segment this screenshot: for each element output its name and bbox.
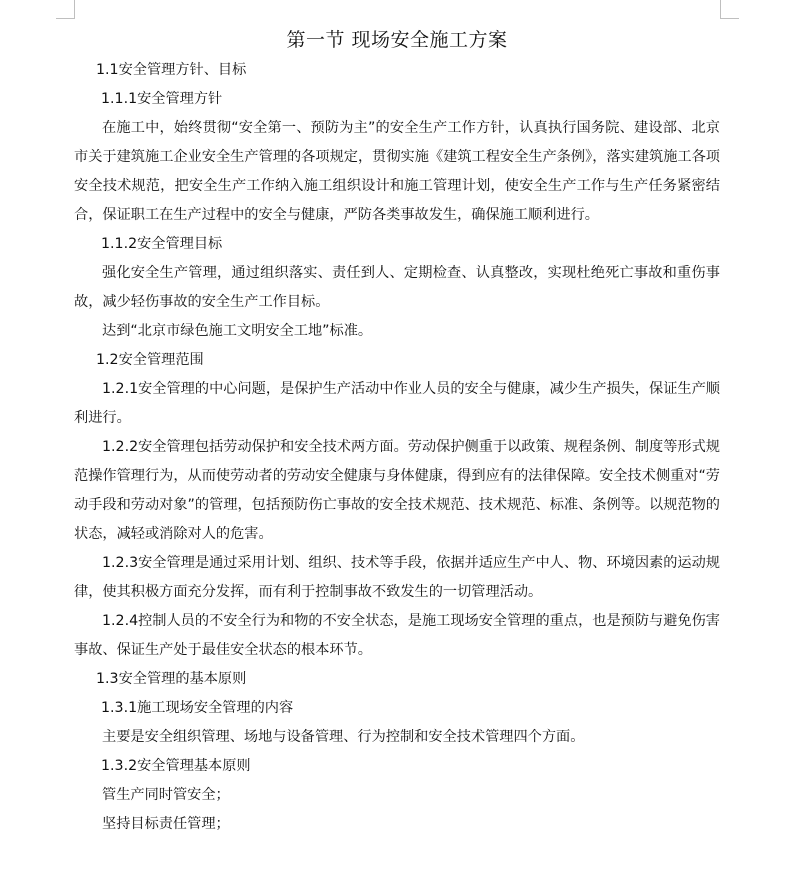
crop-mark-top-right [720,0,739,19]
heading-1-3-2: 1.3.2安全管理基本原则 [101,758,251,774]
paragraph: 坚持目标责任管理； [102,816,230,832]
heading-1-3-1: 1.3.1施工现场安全管理的内容 [101,700,294,716]
paragraph: 1.2.4控制人员的不安全行为和物的不安全状态，是施工现场安全管理的重点，也是预防与避免伤害事故、保证生产处于最佳安全状态的根本环节。 [74,613,720,658]
paragraph: 1.2.2安全管理包括劳动保护和安全技术两方面。劳动保护侧重于以政策、规程条例、制度等形式规范操作管理行为，从而使劳动者的劳动安全健康与身体健康，得到应有的法律保障。安全技术侧重对“劳动手段和劳动对象”的管理，包括预防伤亡事故的安全技术规范、技术规范、标准、条例等。以规范物的状态，减轻或消除对人的危害。 [74,439,720,542]
heading-1-3: 1.3安全管理的基本原则 [96,671,247,687]
paragraph: 强化安全生产管理，通过组织落实、责任到人、定期检查、认真整改，实现杜绝死亡事故和重伤事故，减少轻伤事故的安全生产工作目标。 [74,265,720,310]
crop-mark-top-left [56,0,75,19]
heading-1-1-1: 1.1.1安全管理方针 [101,91,223,107]
paragraph: 管生产同时管安全； [102,787,230,803]
document-body [74,26,720,839]
paragraph: 1.2.3安全管理是通过采用计划、组织、技术等手段，依据并适应生产中人、物、环境因素的运动规律，使其积极方面充分发挥，而有利于控制事故不致发生的一切管理活动。 [74,555,720,600]
paragraph: 在施工中，始终贯彻“安全第一、预防为主”的安全生产工作方针，认真执行国务院、建设部、北京市关于建筑施工企业安全生产管理的各项规定，贯彻实施《建筑工程安全生产条例》，落实建筑施工各项安全技术规范，把安全生产工作纳入施工组织设计和施工管理计划，使安全生产工作与生产任务紧密结合，保证职工在生产过程中的安全与健康，严防各类事故发生，确保施工顺利进行。 [74,120,720,223]
paragraph: 达到“北京市绿色施工文明安全工地”标准。 [102,323,373,339]
paragraph: 主要是安全组织管理、场地与设备管理、行为控制和安全技术管理四个方面。 [102,729,585,745]
heading-1-1: 1.1安全管理方针、目标 [96,62,247,78]
heading-1-2: 1.2安全管理范围 [96,352,204,368]
heading-1-1-2: 1.1.2安全管理目标 [101,236,223,252]
section-title: 第一节 现场安全施工方案 [286,29,508,51]
paragraph: 1.2.1安全管理的中心问题，是保护生产活动中作业人员的安全与健康，减少生产损失，保证生产顺利进行。 [74,381,720,426]
